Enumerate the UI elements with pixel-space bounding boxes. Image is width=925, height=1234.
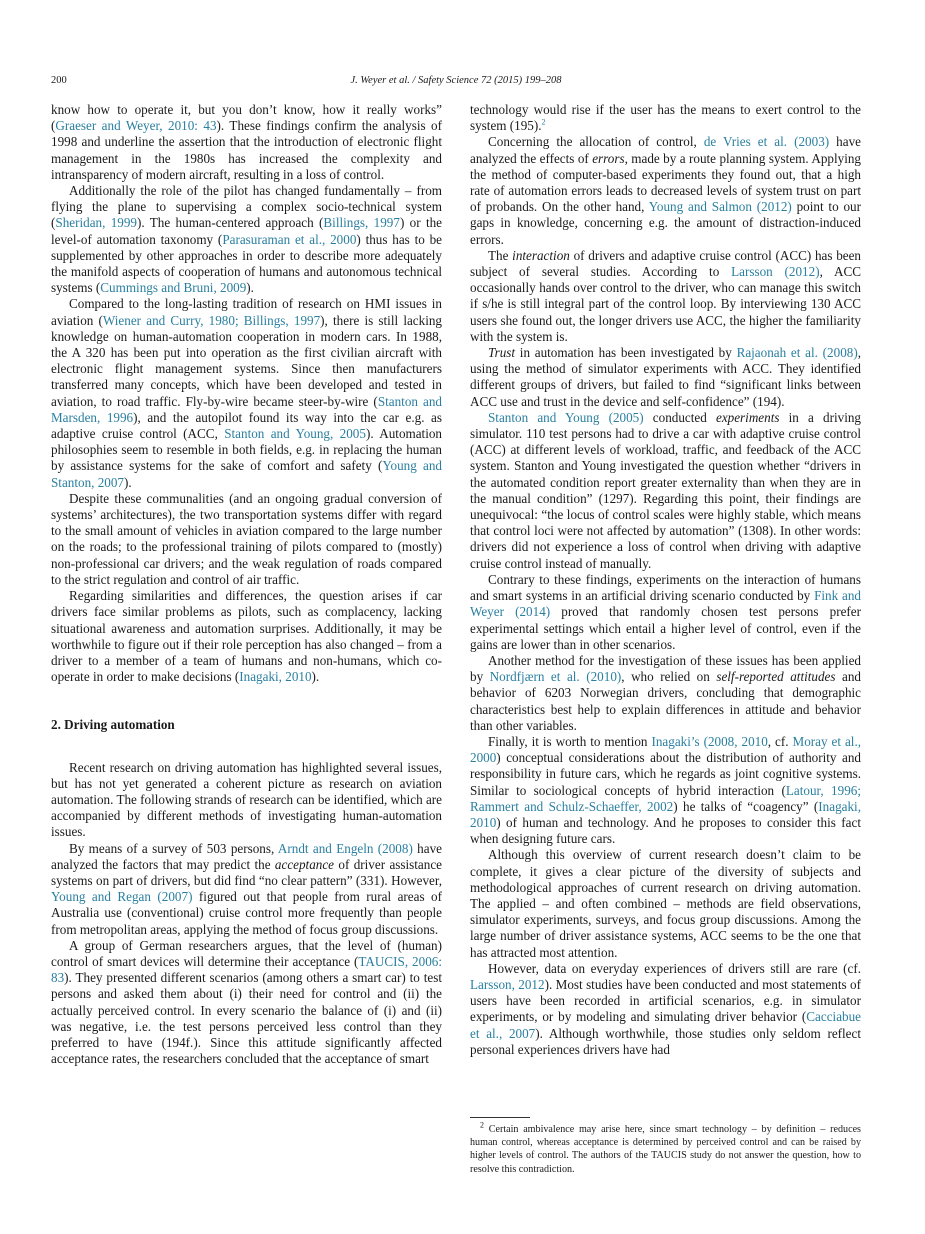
citation-link[interactable]: Arndt and Engeln (2008): [277, 840, 413, 856]
citation-link[interactable]: Larsson (2012): [731, 264, 820, 280]
paragraph: Contrary to these findings, experiments on the interaction of humans and smart systems in an artificial driving scenario conducted by Fink and Weyer (2014) proved that randomly chosen test persons prefer experimental settings which entail a higher level of control, even if the gains are lower than in other scenarios.: [470, 571, 861, 652]
paragraph: Finally, it is worth to mention Inagaki’s (2008, 2010, cf. Moray et al., 2000) conceptual considerations about the distribution of authority and responsibility in future cars, which he regards as joint cognitive systems. Similar to sociological concepts of hybrid interaction (Latour, 1996; Rammert and Schulz-Schaeffer, 2002) he talks of “coagency” (Inagaki, 2010) of human and technology. And he proposes to consider this fact when designing future cars.: [470, 733, 862, 847]
paragraph: However, data on everyday experiences of drivers still are rare (cf. Larsson, 2012). Most studies have been conducted and most statements of users have been recorded in artificial scenarios, e.g. in simulator experiments, or by modeling and simulating driver behavior (Cacciabue et al., 2007). Although worthwhile, those studies only seldom reflect personal experiences drivers have had: [470, 960, 861, 1057]
page-header: [51, 73, 861, 89]
right-column: [470, 102, 861, 1058]
paragraph: Regarding similarities and differences, the question arises if car drivers face similar problems as pilots, such as complacency, lacking situational awareness and automation surprises. Additionally, it may be worthwhile to figure out if their role perception has also changed – from a driver to a member of a team of humans and non-humans, which co-operate in order to make decisions (Inagaki, 2010).: [51, 588, 442, 685]
paragraph: Stanton and Young (2005) conducted experiments in a driving simulator. 110 test persons had to drive a car with adaptive cruise control (ACC) at different levels of workload, traffic, and feedback of the ACC system. Stanton and Young investigated the question whether “drivers in the automated condition report greater externality than when they are in the manual condition” (1297). Regarding this point, their findings are unequivocal: “the locus of control scales were highly stable, which means that control loci were not affected by automation” (1308). In other words: drivers did not experience a loss of control when driving with adaptive cruise control instead of manually.: [470, 409, 862, 571]
citation-link[interactable]: Latour, 1996; Rammert and Schulz-Schaeffer, 2002: [470, 782, 861, 814]
citation-link[interactable]: Cacciabue et al., 2007: [470, 1009, 861, 1041]
citation-link[interactable]: Young and Stanton, 2007: [51, 458, 442, 490]
footnote-marker[interactable]: 2: [541, 117, 546, 127]
paragraph: know how to operate it, but you don’t know, how it really works” (Graeser and Weyer, 2010: 43). These findings confirm the analysis of 1998 and underline the assertion that the introduction of electronic flight management in the 1980s has increased the complexity and intransparency of modern aircraft, resulting in a loss of control.: [51, 102, 442, 182]
citation-link[interactable]: Parasuraman et al., 2000: [222, 231, 357, 247]
citation-link[interactable]: Young and Regan (2007): [51, 889, 193, 905]
citation-link[interactable]: Fink and Weyer (2014): [470, 588, 861, 620]
footnote: $^2$ Certain ambivalence may arise here, since smart technology – by definition – reduces human control, whereas acceptance is determined by perceived control and can be raised by higher levels of control. The authors of the TAUCIS study do not answer the question, how to resolve this contradiction.: [470, 1120, 861, 1175]
page-number: 200: [51, 75, 67, 86]
section-heading: 2. Driving automation: [51, 717, 175, 733]
paragraph: Additionally the role of the pilot has changed fundamentally – from flying the plane to supervising a complex socio-technical system (Sheridan, 1999). The human-centered approach (Billings, 1997) or the level-of automation taxonomy (Parasuraman et al., 2000) thus has to be supplemented by other approaches in order to describe more adequately the manifold aspects of cooperation of humans and autonomous technical systems (Cummings and Bruni, 2009).: [51, 183, 442, 296]
citation-link[interactable]: Larsson, 2012: [470, 976, 545, 992]
citation-link[interactable]: de Vries et al. (2003): [703, 134, 830, 150]
citation-link[interactable]: Wiener and Curry, 1980; Billings, 1997: [102, 312, 321, 328]
paragraph: technology would rise if the user has the means to exert control to the system (195).$^2$: [470, 102, 861, 134]
left-column: [51, 102, 442, 1067]
citation-link[interactable]: TAUCIS, 2006: 83: [51, 953, 442, 986]
citation-link[interactable]: Rajaonah et al. (2008): [736, 345, 858, 361]
running-head: J. Weyer et al. / Safety Science 72 (2015) 199–208: [350, 75, 562, 86]
citation-link[interactable]: Inagaki, 2010: [470, 798, 861, 830]
paragraph: Compared to the long-lasting tradition of research on HMI issues in aviation (Wiener and Curry, 1980; Billings, 1997), there is still lacking knowledge on human-automation cooperation in modern cars. In 1988, the A 320 has been put into operation as the first civilian aircraft with electronic flight management systems. Since then manufacturers transferred many concepts, which have been developed and tested in aviation, to road traffic. Fly-by-wire became steer-by-wire (Stanton and Marsden, 1996), and the autopilot found its way into the car e.g. as adaptive cruise control (ACC, Stanton and Young, 2005). Automation philosophies seem to resemble in both fields, e.g. in replacing the human by assistance systems for the sake of comfort and safety (Young and Stanton, 2007).: [51, 296, 443, 490]
citation-link[interactable]: Sheridan, 1999: [55, 215, 138, 231]
footnote-number: 2: [480, 1120, 484, 1130]
citation-link[interactable]: Billings, 1997: [323, 215, 400, 231]
footnote-divider: [470, 1117, 530, 1118]
paragraph: Recent research on driving automation has highlighted several issues, but has not yet generated a coherent picture as research on aviation automation. The following strands of research can be identified, which are accompanied by different methods of investigating human-automation issues.: [51, 759, 442, 840]
paragraph: Despite these communalities (and an ongoing gradual conversion of systems’ architectures), the two transportation systems differ with regard to the small amount of vehicles in aviation compared to the large number on the roads; to the professional training of pilots compared to (mostly) non-professional car drivers; and the weak regulation of roads compared to the strict regulation and control of air traffic.: [51, 490, 442, 587]
paragraph: Although this overview of current research doesn’t claim to be complete, it gives a clear picture of the diversity of subjects and methodological approaches of current research on driving automation. The applied – and often combined – methods are field observations, simulator experiments, surveys, and focus group discussions. Among the large number of driver assistance systems, ACC seems to be the one that has attracted most attention.: [470, 847, 861, 960]
citation-link[interactable]: Cummings and Bruni, 2009: [100, 280, 247, 296]
citation-link[interactable]: Inagaki, 2010: [239, 669, 312, 685]
citation-link[interactable]: Young and Salmon (2012): [648, 199, 792, 215]
citation-link[interactable]: Stanton and Marsden, 1996: [51, 393, 442, 425]
paragraph: Trust in automation has been investigated by Rajaonah et al. (2008), using the method of simulator experiments with ACC. They identified different groups of drivers, but failed to find “significant links between ACC use and trust in the device and self-confidence” (194).: [470, 345, 862, 409]
paragraph: Concerning the allocation of control, de Vries et al. (2003) have analyzed the effects of errors, made by a route planning system. Applying the method of computer-based experiments they found out, that a high rate of automation errors leads to decreased levels of system trust on part of probands. On the other hand, Young and Salmon (2012) point to our gaps in knowledge, concerning e.g. the amount of distraction-induced errors.: [470, 134, 862, 247]
paragraph: By means of a survey of 503 persons, Arndt and Engeln (2008) have analyzed the factors that may predict the acceptance of driver assistance systems on part of drivers, but did find “no clear pattern” (331). However, Young and Regan (2007) figured out that people from rural areas of Australia use (conventional) cruise control more frequently than people from metropolitan areas, applying the method of focus group discussions.: [51, 840, 442, 937]
citation-link[interactable]: Graeser and Weyer, 2010: 43: [55, 118, 217, 134]
citation-link[interactable]: Stanton and Young (2005): [488, 409, 644, 425]
citation-link[interactable]: Stanton and Young, 2005: [224, 426, 366, 442]
citation-link[interactable]: Moray et al., 2000: [470, 733, 862, 766]
citation-link[interactable]: Nordfjærn et al. (2010): [489, 669, 622, 685]
paragraph: A group of German researchers argues, that the level of (human) control of smart devices will determine their acceptance (TAUCIS, 2006: 83). They presented different scenarios (among others a smart car) to test persons and asked them about (i) their need for control and (ii) the actually perceived control. In every scenario the balance of (i) and (ii) was negative, i.e. the test persons perceived less control than they preferred to have (194f.). Since this attitude significantly affected acceptance rates, the researchers concluded that the acceptance of smart: [51, 937, 442, 1067]
paragraph: The interaction of drivers and adaptive cruise control (ACC) has been subject of several studies. According to Larsson (2012), ACC occasionally hands over control to the driver, who can manage this switch if s/he is still integral part of the control loop. By interviewing 130 ACC users she found out, the longer drivers use ACC, the higher the familiarity with the system is.: [470, 247, 861, 344]
paragraph: Another method for the investigation of these issues has been applied by Nordfjærn et al. (2010), who relied on self-reported attitudes and behavior of 6203 Norwegian drivers, concluding that demographic characteristics best help to explain differences in attitude and behavior than other variables.: [470, 652, 861, 733]
citation-link[interactable]: Inagaki’s (2008, 2010: [651, 733, 768, 749]
